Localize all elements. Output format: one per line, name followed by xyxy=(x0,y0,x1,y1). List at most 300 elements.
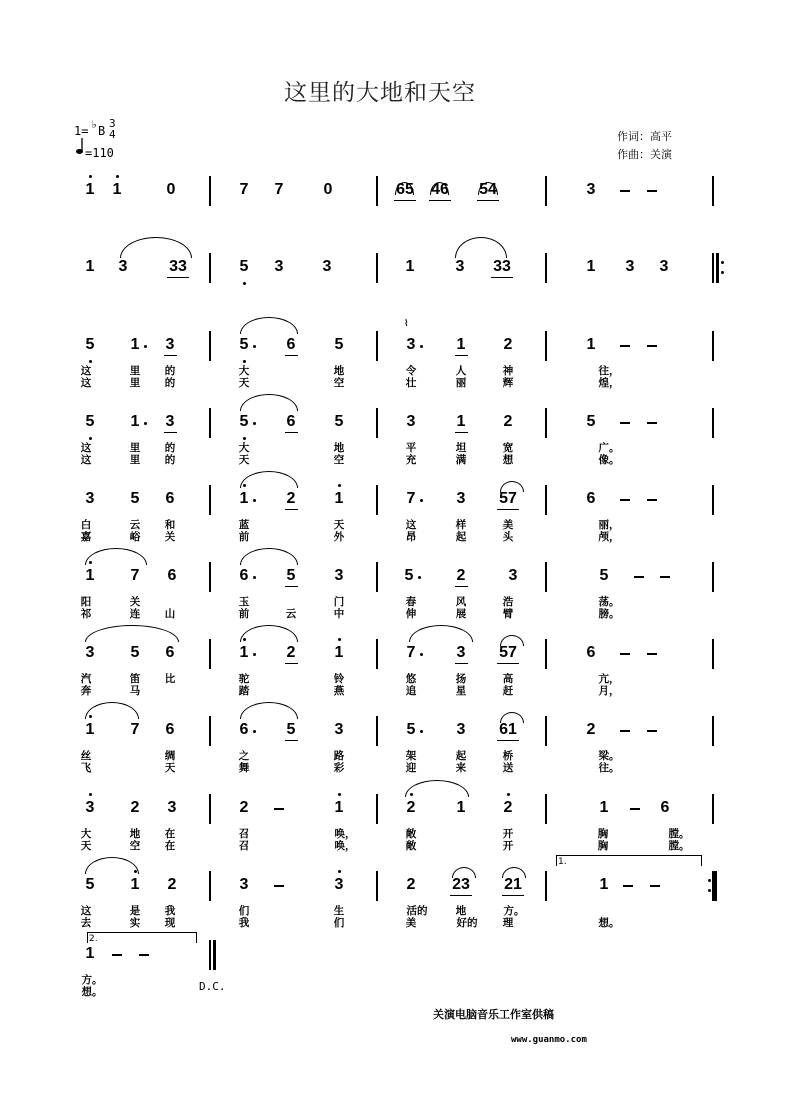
barline xyxy=(209,639,211,669)
note-dash xyxy=(274,885,284,887)
note-dash xyxy=(630,808,640,810)
lyric-syllable: 蓝 xyxy=(238,519,250,531)
lyric-syllable: 荡。 xyxy=(598,596,620,608)
lyric-syllable: 送 xyxy=(502,762,514,774)
barline xyxy=(545,639,547,669)
note: 1 xyxy=(239,644,249,661)
note: 7 xyxy=(239,181,249,198)
note: 3 xyxy=(456,490,466,507)
slur xyxy=(409,625,473,642)
barline xyxy=(376,331,378,361)
lyric-syllable: 汽 xyxy=(80,673,92,685)
augmentation-dot xyxy=(144,422,147,425)
quarter-note-icon xyxy=(76,138,83,154)
lyric-syllable: 大 xyxy=(80,828,92,840)
lyric-syllable: 地 xyxy=(333,365,345,377)
lyric-syllable: 现 xyxy=(164,917,176,929)
note-dash xyxy=(112,954,122,956)
lyric-syllable: 大 xyxy=(238,365,250,377)
lyric-syllable: 平 xyxy=(405,442,417,454)
lyric-syllable: 架 xyxy=(405,750,417,762)
note: 6 xyxy=(165,490,175,507)
augmentation-dot xyxy=(418,576,421,579)
note: 3 xyxy=(406,413,416,430)
lyric-syllable: 来 xyxy=(455,762,467,774)
note: 3 xyxy=(274,258,284,275)
lyric-syllable: 坦 xyxy=(455,442,467,454)
note: 3 xyxy=(659,258,669,275)
final-barline xyxy=(213,940,216,970)
lyric-syllable: 胸 xyxy=(597,828,609,840)
augmentation-dot xyxy=(253,576,256,579)
flat-sign: ♭ xyxy=(91,118,98,131)
lyric-syllable: 唤， xyxy=(334,828,356,840)
note: 3 xyxy=(118,258,128,275)
note: 7 xyxy=(130,721,140,738)
note: 46 xyxy=(428,181,452,199)
augmentation-dot xyxy=(253,345,256,348)
lyric-syllable: 嘉 xyxy=(80,531,92,543)
note: 1 xyxy=(85,181,95,198)
note-dash xyxy=(620,653,630,655)
high-octave-dot xyxy=(89,793,92,796)
note: 1 xyxy=(130,413,140,430)
barline xyxy=(545,176,547,206)
studio-credit: 关演电脑音乐工作室供稿 xyxy=(433,1008,554,1021)
note: 1 xyxy=(130,876,140,893)
lyric-syllable: 地 xyxy=(333,442,345,454)
augmentation-dot xyxy=(253,499,256,502)
note: 61 xyxy=(496,721,520,739)
augmentation-dot xyxy=(253,730,256,733)
note: 1 xyxy=(456,799,466,816)
lyric-syllable: 生 xyxy=(333,905,345,917)
note: 3 xyxy=(85,799,95,816)
high-octave-dot xyxy=(338,870,341,873)
lyric-syllable: 膛。 xyxy=(668,840,690,852)
note-dash xyxy=(647,730,657,732)
note: 5 xyxy=(239,413,249,430)
note: 1 xyxy=(586,258,596,275)
lyric-syllable: 奔 xyxy=(80,685,92,697)
lyric-syllable: 头 xyxy=(502,531,514,543)
slur xyxy=(452,867,476,878)
lyric-syllable: 踏 xyxy=(238,685,250,697)
note-dash xyxy=(650,885,660,887)
lyric-syllable: 想 xyxy=(502,454,514,466)
lyric-syllable: 外 xyxy=(333,531,345,543)
barline xyxy=(209,485,211,515)
barline xyxy=(376,408,378,438)
note: 0 xyxy=(323,181,333,198)
lyric-syllable: 去 xyxy=(80,917,92,929)
augmentation-dot xyxy=(420,653,423,656)
lyric-syllable: 我 xyxy=(164,905,176,917)
lyric-syllable: 天 xyxy=(333,519,345,531)
lyric-syllable: 颅， xyxy=(598,531,620,543)
lyricist-credit: 作词：高平 xyxy=(617,130,672,143)
lyric-syllable: 驼 xyxy=(238,673,250,685)
key-tonic: 1= xyxy=(74,124,89,138)
note: 3 xyxy=(455,258,465,275)
note: 1 xyxy=(334,644,344,661)
barline xyxy=(376,253,378,283)
note: 6 xyxy=(165,644,175,661)
lyric-syllable: 这 xyxy=(80,454,92,466)
note: 5 xyxy=(404,567,414,584)
augmentation-dot xyxy=(144,345,147,348)
lyric-syllable: 绸 xyxy=(164,750,176,762)
lyric-syllable: 开 xyxy=(502,840,514,852)
time-top: 3 xyxy=(109,117,116,130)
lyric-syllable: 亢， xyxy=(598,673,620,685)
lyric-syllable: 想。 xyxy=(598,917,620,929)
note: 1 xyxy=(334,799,344,816)
dc-marking: D.C. xyxy=(199,980,226,993)
score-row xyxy=(0,942,790,1002)
repeat-dot xyxy=(708,879,711,882)
note: 6 xyxy=(284,336,299,354)
note: 6 xyxy=(165,721,175,738)
score-row xyxy=(0,487,790,547)
note-dash xyxy=(647,422,657,424)
note: 2 xyxy=(406,799,416,816)
lyric-syllable: 春 xyxy=(405,596,417,608)
final-barline xyxy=(716,253,719,283)
slur xyxy=(240,702,298,719)
lyric-syllable: 臂 xyxy=(502,608,514,620)
lyric-syllable: 天 xyxy=(238,454,250,466)
lyric-syllable: 活的 xyxy=(406,905,428,917)
lyric-syllable: 天 xyxy=(80,840,92,852)
lyric-syllable: 人 xyxy=(455,365,467,377)
lyric-syllable: 悠 xyxy=(405,673,417,685)
barline xyxy=(376,176,378,206)
note-dash xyxy=(620,190,630,192)
note: 1 xyxy=(85,567,95,584)
barline xyxy=(209,253,211,283)
slur xyxy=(240,548,298,565)
note: 3 xyxy=(625,258,635,275)
lyric-syllable: 宽 xyxy=(502,442,514,454)
note: 5 xyxy=(334,336,344,353)
lyric-syllable: 这 xyxy=(80,377,92,389)
note: 1 xyxy=(85,945,95,962)
lyric-syllable: 里 xyxy=(129,377,141,389)
note: 33 xyxy=(490,258,514,276)
lyric-syllable: 马 xyxy=(129,685,141,697)
lyric-syllable: 月， xyxy=(598,685,620,697)
lyric-syllable: 天 xyxy=(238,377,250,389)
lyric-syllable: 这 xyxy=(80,365,92,377)
lyric-syllable: 壮 xyxy=(405,377,417,389)
note: 3 xyxy=(163,336,178,354)
note: 1 xyxy=(130,336,140,353)
low-octave-dot xyxy=(243,437,246,440)
lyric-syllable: 在 xyxy=(164,840,176,852)
barline xyxy=(712,331,714,361)
lyric-syllable: 方。 xyxy=(503,905,525,917)
lyric-syllable: 敞 xyxy=(405,840,417,852)
lyric-syllable: 这 xyxy=(405,519,417,531)
score-row xyxy=(0,178,790,238)
note: 5 xyxy=(284,721,299,739)
barline xyxy=(376,639,378,669)
lyric-syllable: 我 xyxy=(238,917,250,929)
lyric-syllable: 在 xyxy=(164,828,176,840)
lyric-syllable: 广。 xyxy=(598,442,620,454)
lyric-syllable: 起 xyxy=(455,531,467,543)
lyric-syllable: 星 xyxy=(455,685,467,697)
lyric-syllable: 迎 xyxy=(405,762,417,774)
website-url: www.guanmo.com xyxy=(511,1035,587,1045)
note: 5 xyxy=(334,413,344,430)
lyric-syllable: 丽 xyxy=(455,377,467,389)
note: 7 xyxy=(406,490,416,507)
note: 5 xyxy=(85,876,95,893)
key-letter: B xyxy=(98,124,106,138)
note: 3 xyxy=(85,490,95,507)
augmentation-dot xyxy=(420,345,423,348)
high-octave-dot xyxy=(116,175,119,178)
repeat-end-barline xyxy=(714,871,717,901)
score-row xyxy=(0,255,790,315)
lyric-syllable: 充 xyxy=(405,454,417,466)
note: 23 xyxy=(449,876,473,894)
score-row xyxy=(0,718,790,778)
note: 3 xyxy=(334,876,344,893)
lyric-syllable: 舞 xyxy=(238,762,250,774)
note: 2 xyxy=(586,721,596,738)
lyric-syllable: 唤， xyxy=(334,840,356,852)
barline xyxy=(545,253,547,283)
lyric-syllable: 的 xyxy=(164,365,176,377)
note: 5 xyxy=(85,336,95,353)
lyric-syllable: 赶 xyxy=(502,685,514,697)
barline xyxy=(376,562,378,592)
barline xyxy=(712,176,714,206)
lyric-syllable: 桥 xyxy=(502,750,514,762)
slur xyxy=(500,712,524,723)
note: 7 xyxy=(406,644,416,661)
lyric-syllable: 这 xyxy=(80,905,92,917)
tempo: =110 xyxy=(85,146,114,160)
note: 1 xyxy=(112,181,122,198)
barline xyxy=(712,408,714,438)
lyric-syllable: 风 xyxy=(455,596,467,608)
lyric-syllable: 扬 xyxy=(455,673,467,685)
note: 5 xyxy=(239,258,249,275)
lyric-syllable: 美 xyxy=(405,917,417,929)
lyric-syllable: 方。 xyxy=(81,974,103,986)
high-octave-dot xyxy=(338,793,341,796)
barline xyxy=(545,871,547,901)
note: 3 xyxy=(586,181,596,198)
lyric-syllable: 实 xyxy=(129,917,141,929)
note: 3 xyxy=(239,876,249,893)
barline xyxy=(209,562,211,592)
note: 33 xyxy=(166,258,190,276)
lyric-syllable: 开 xyxy=(502,828,514,840)
note: 5 xyxy=(85,413,95,430)
note: 57 xyxy=(496,644,520,662)
note: 2 xyxy=(503,336,513,353)
note: 5 xyxy=(406,721,416,738)
barline xyxy=(545,794,547,824)
note: 65 xyxy=(393,181,417,199)
note: 3 xyxy=(85,644,95,661)
lyric-syllable: 丝 xyxy=(80,750,92,762)
slur xyxy=(500,481,524,492)
lyric-syllable: 里 xyxy=(129,365,141,377)
lyric-syllable: 空 xyxy=(129,840,141,852)
volta-second xyxy=(87,932,197,943)
barline xyxy=(376,716,378,746)
score-row xyxy=(0,333,790,393)
key-signature xyxy=(74,118,134,168)
time-bottom: 4 xyxy=(109,128,116,141)
lyric-syllable: 样 xyxy=(455,519,467,531)
high-octave-dot xyxy=(338,638,341,641)
note: 6 xyxy=(284,413,299,431)
mordent-mark: ⌇ xyxy=(404,319,409,329)
note: 1 xyxy=(454,413,469,431)
lyric-syllable: 这 xyxy=(80,442,92,454)
low-octave-dot xyxy=(243,360,246,363)
note-dash xyxy=(647,499,657,501)
note-dash xyxy=(274,808,284,810)
lyric-syllable: 辉 xyxy=(502,377,514,389)
barline xyxy=(712,485,714,515)
augmentation-dot xyxy=(420,730,423,733)
lyric-syllable: 里 xyxy=(129,454,141,466)
lyric-syllable: 神 xyxy=(502,365,514,377)
note: 3 xyxy=(508,567,518,584)
barline xyxy=(209,408,211,438)
slur xyxy=(455,237,507,258)
lyric-syllable: 煌， xyxy=(598,377,620,389)
barline xyxy=(209,176,211,206)
lyric-syllable: 铃 xyxy=(333,673,345,685)
lyric-syllable: 膛。 xyxy=(668,828,690,840)
lyric-syllable: 伸 xyxy=(405,608,417,620)
barline xyxy=(209,331,211,361)
lyric-syllable: 丽， xyxy=(598,519,620,531)
lyric-syllable: 追 xyxy=(405,685,417,697)
lyric-syllable: 云 xyxy=(129,519,141,531)
lyric-syllable: 昂 xyxy=(405,531,417,543)
note: 1 xyxy=(334,490,344,507)
note: 1 xyxy=(586,336,596,353)
low-octave-dot xyxy=(89,437,92,440)
high-octave-dot xyxy=(507,793,510,796)
note-dash xyxy=(620,422,630,424)
lyric-syllable: 地 xyxy=(129,828,141,840)
note-dash xyxy=(139,954,149,956)
volta-second-number: 2. xyxy=(89,934,98,944)
score-row xyxy=(0,410,790,470)
lyric-syllable: 的 xyxy=(164,454,176,466)
note: 21 xyxy=(501,876,525,894)
lyric-syllable: 们 xyxy=(333,917,345,929)
note: 1 xyxy=(405,258,415,275)
note: 3 xyxy=(167,799,177,816)
lyric-syllable: 召 xyxy=(238,828,250,840)
note: 2 xyxy=(454,567,469,585)
barline xyxy=(712,639,714,669)
slur xyxy=(85,702,139,719)
note: 5 xyxy=(599,567,609,584)
lyric-syllable: 门 xyxy=(333,596,345,608)
note: 3 xyxy=(334,567,344,584)
lyric-syllable: 浩 xyxy=(502,596,514,608)
note: 6 xyxy=(239,567,249,584)
low-octave-dot xyxy=(243,282,246,285)
note: 1 xyxy=(599,799,609,816)
lyric-syllable: 空 xyxy=(333,454,345,466)
lyric-syllable: 胸 xyxy=(597,840,609,852)
lyric-syllable: 的 xyxy=(164,442,176,454)
score-row xyxy=(0,796,790,856)
lyric-syllable: 展 xyxy=(455,608,467,620)
note: 57 xyxy=(496,490,520,508)
barline xyxy=(209,716,211,746)
note: 3 xyxy=(406,336,416,353)
lyric-syllable: 山 xyxy=(164,608,176,620)
barline xyxy=(209,940,211,970)
barline xyxy=(376,794,378,824)
note: 1 xyxy=(239,490,249,507)
lyric-syllable: 满 xyxy=(455,454,467,466)
note-dash xyxy=(620,345,630,347)
lyric-syllable: 起 xyxy=(455,750,467,762)
note: 54 xyxy=(476,181,500,199)
barline xyxy=(545,716,547,746)
augmentation-dot xyxy=(420,499,423,502)
lyric-syllable: 往。 xyxy=(598,762,620,774)
lyric-syllable: 大 xyxy=(238,442,250,454)
note: 2 xyxy=(406,876,416,893)
lyric-syllable: 彩 xyxy=(333,762,345,774)
lyric-syllable: 之 xyxy=(238,750,250,762)
barline xyxy=(712,253,714,283)
slur xyxy=(405,780,469,797)
note-dash xyxy=(634,576,644,578)
note-dash xyxy=(620,730,630,732)
note: 5 xyxy=(239,336,249,353)
lyric-syllable: 美 xyxy=(502,519,514,531)
slur xyxy=(240,471,298,488)
lyric-syllable: 燕 xyxy=(333,685,345,697)
note: 3 xyxy=(322,258,332,275)
slur xyxy=(85,625,179,642)
note: 1 xyxy=(599,876,609,893)
lyric-syllable: 们 xyxy=(238,905,250,917)
lyric-syllable: 的 xyxy=(164,377,176,389)
note: 5 xyxy=(284,567,299,585)
note: 6 xyxy=(586,644,596,661)
note: 5 xyxy=(130,490,140,507)
note: 2 xyxy=(130,799,140,816)
lyric-syllable: 阳 xyxy=(80,596,92,608)
lyric-syllable: 好的 xyxy=(456,917,478,929)
barline xyxy=(545,408,547,438)
note: 3 xyxy=(334,721,344,738)
composer-credit: 作曲：关演 xyxy=(617,148,672,161)
note: 2 xyxy=(503,413,513,430)
slur xyxy=(120,237,192,258)
lyric-syllable: 云 xyxy=(285,608,297,620)
